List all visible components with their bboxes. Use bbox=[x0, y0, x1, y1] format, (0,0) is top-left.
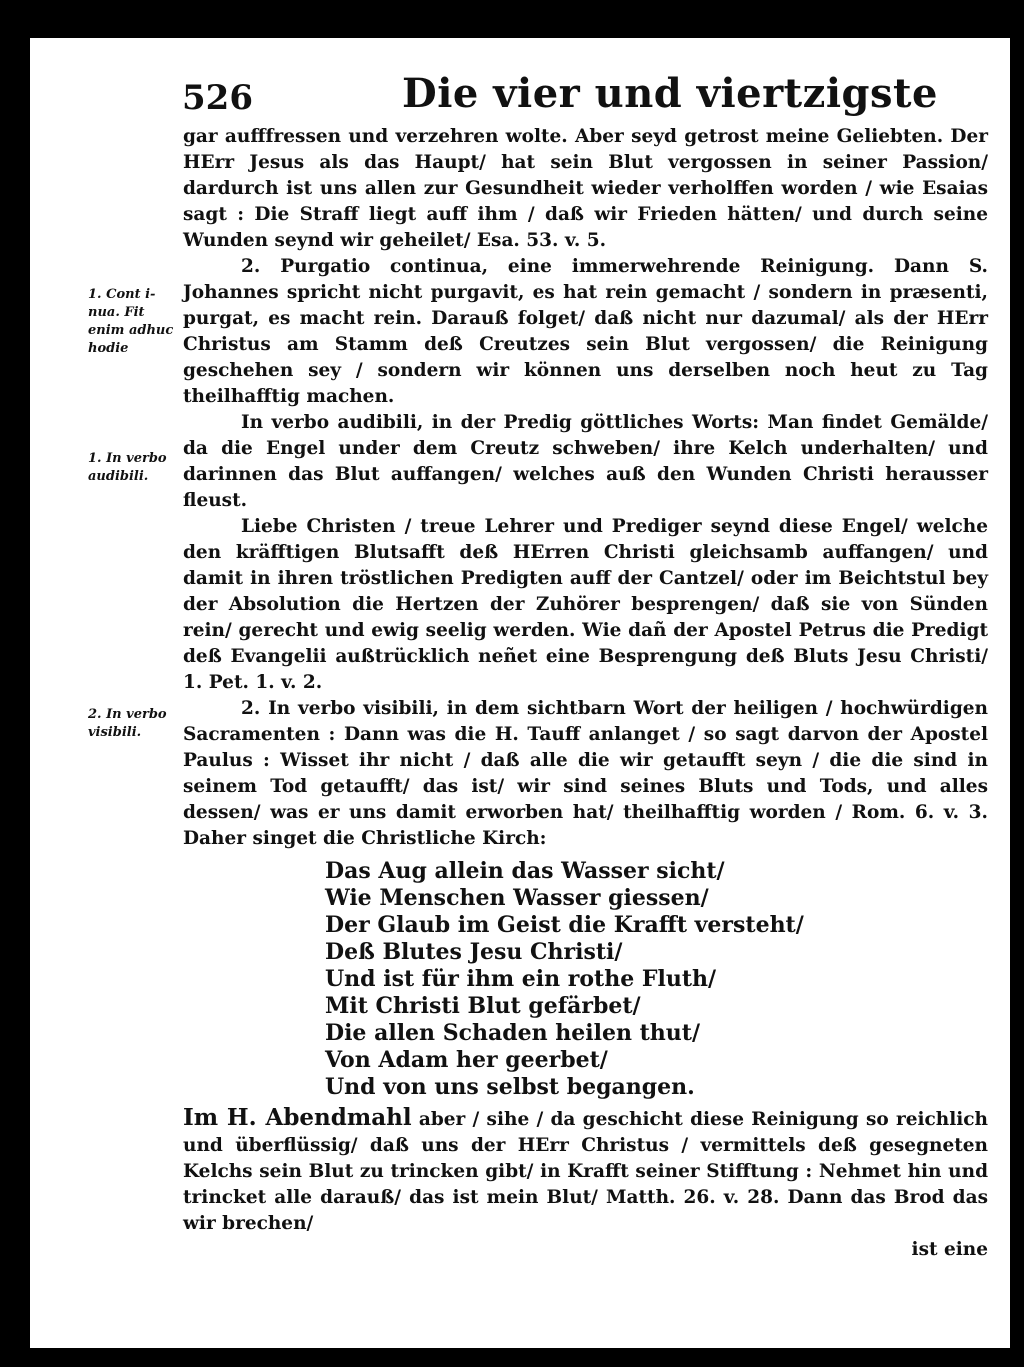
verse-line: Mit Christi Blut gefärbet/ bbox=[325, 993, 641, 1019]
closing-paragraph bbox=[183, 1105, 988, 1237]
paragraph: In verbo audibili, in der Predig göttliches Worts: Man findet Gemälde/ da die Engel under dem Creutz schweben/ ihre Kelch underhalten/ und darinnen das Blut auffangen/ welches auß den Wunden Christi herausser fleust. bbox=[183, 412, 988, 511]
paragraph: 2. In verbo visibili, in dem sichtbarn Wort der heiligen / hochwürdigen Sacramenten : Dann was die H. Tauff anlanget / so sagt darvon der Apostel Paulus : Wisset ihr nicht / daß alle die wir getaufft seyn / die die sind in seinem Tod getaufft/ das ist/ wir sind seines Bluts und Tods, und alles dessen/ was er uns damit erworben hat/ theilhafftig worden / Rom. 6. v. 3. Daher singet die Christliche Kirch: bbox=[183, 698, 988, 849]
paragraph: 2. Purgatio continua, eine immerwehrende Reinigung. Dann S. Johannes spricht nicht purgavit, es hat rein gemacht / sondern in præsenti, purgat, es macht rein. Darauß folget/ daß nicht nur dazumal/ als der HErr Christus am Stamm deß Creutzes sein Blut vergossen/ die Reinigung geschehen sey / sondern wir können uns derselben noch heut zu Tag theilhafftig machen. bbox=[183, 256, 988, 407]
paragraph: Liebe Christen / treue Lehrer und Prediger seynd diese Engel/ welche den kräfftigen Blutsafft deß HErren Christi gleichsamb auffangen/ und damit in ihren tröstlichen Predigten auff der Cantzel/ oder im Beichtstul bey der Absolution die Hertzen der Zuhörer besprengen/ daß sie von Sünden rein/ gerecht und ewig seelig werden. Wie dañ der Apostel Petrus die Predigt deß Evangelii außtrücklich neñet eine Besprengung deß Bluts Jesu Christi/ 1. Pet. 1. v. 2. bbox=[183, 516, 988, 693]
marginal-note-continua: 1. Cont i- nua. Fit enim adhuc hodie bbox=[88, 287, 174, 356]
verse-line: Deß Blutes Jesu Christi/ bbox=[325, 939, 623, 965]
marginal-note-audibili: 1. In verbo audibili. bbox=[88, 451, 167, 484]
page-number: 526 bbox=[182, 78, 253, 118]
verse-line: Und von uns selbst begangen. bbox=[325, 1074, 695, 1100]
verse-line: Wie Menschen Wasser giessen/ bbox=[325, 885, 709, 911]
verse-line: Das Aug allein das Wasser sicht/ bbox=[325, 858, 725, 884]
verse-line: Die allen Schaden heilen thut/ bbox=[325, 1020, 700, 1046]
running-title: Die vier und viertzigste bbox=[402, 70, 938, 117]
verse-line: Von Adam her geerbet/ bbox=[325, 1047, 608, 1073]
closing-text: aber / sihe / da geschicht diese Reinigung so reichlich und überflüssig/ daß uns der HErr Christus / vermittels deß gesegneten Kelchs sein Blut zu trincken gibt/ in Krafft seiner Stifftung : Nehmet hin und trincket alle darauß/ das ist mein Blut/ Matth. 26. v. 28. Dann das Brod das wir brechen/ bbox=[183, 1109, 988, 1234]
closing-lead: Im H. Abendmahl bbox=[183, 1104, 412, 1131]
catchword: ist eine bbox=[911, 1239, 988, 1260]
verse-line: Und ist für ihm ein rothe Fluth/ bbox=[325, 966, 717, 992]
marginal-note-visibili: 2. In verbo visibili. bbox=[88, 707, 167, 740]
verse-line: Der Glaub im Geist die Krafft versteht/ bbox=[325, 912, 804, 938]
body-text bbox=[183, 124, 988, 1263]
paragraph: gar aufffressen und verzehren wolte. Aber seyd getrost meine Geliebten. Der HErr Jesus als das Haupt/ hat sein Blut vergossen in seiner Passion/ dardurch ist uns allen zur Gesundheit wieder verholffen worden / wie Esaias sagt : Die Straff liegt auff ihm / daß wir Frieden hätten/ und durch seine Wunden seynd wir geheilet/ Esa. 53. v. 5. bbox=[183, 126, 988, 251]
hymn-verse bbox=[325, 858, 988, 1101]
book-page bbox=[30, 38, 1010, 1348]
